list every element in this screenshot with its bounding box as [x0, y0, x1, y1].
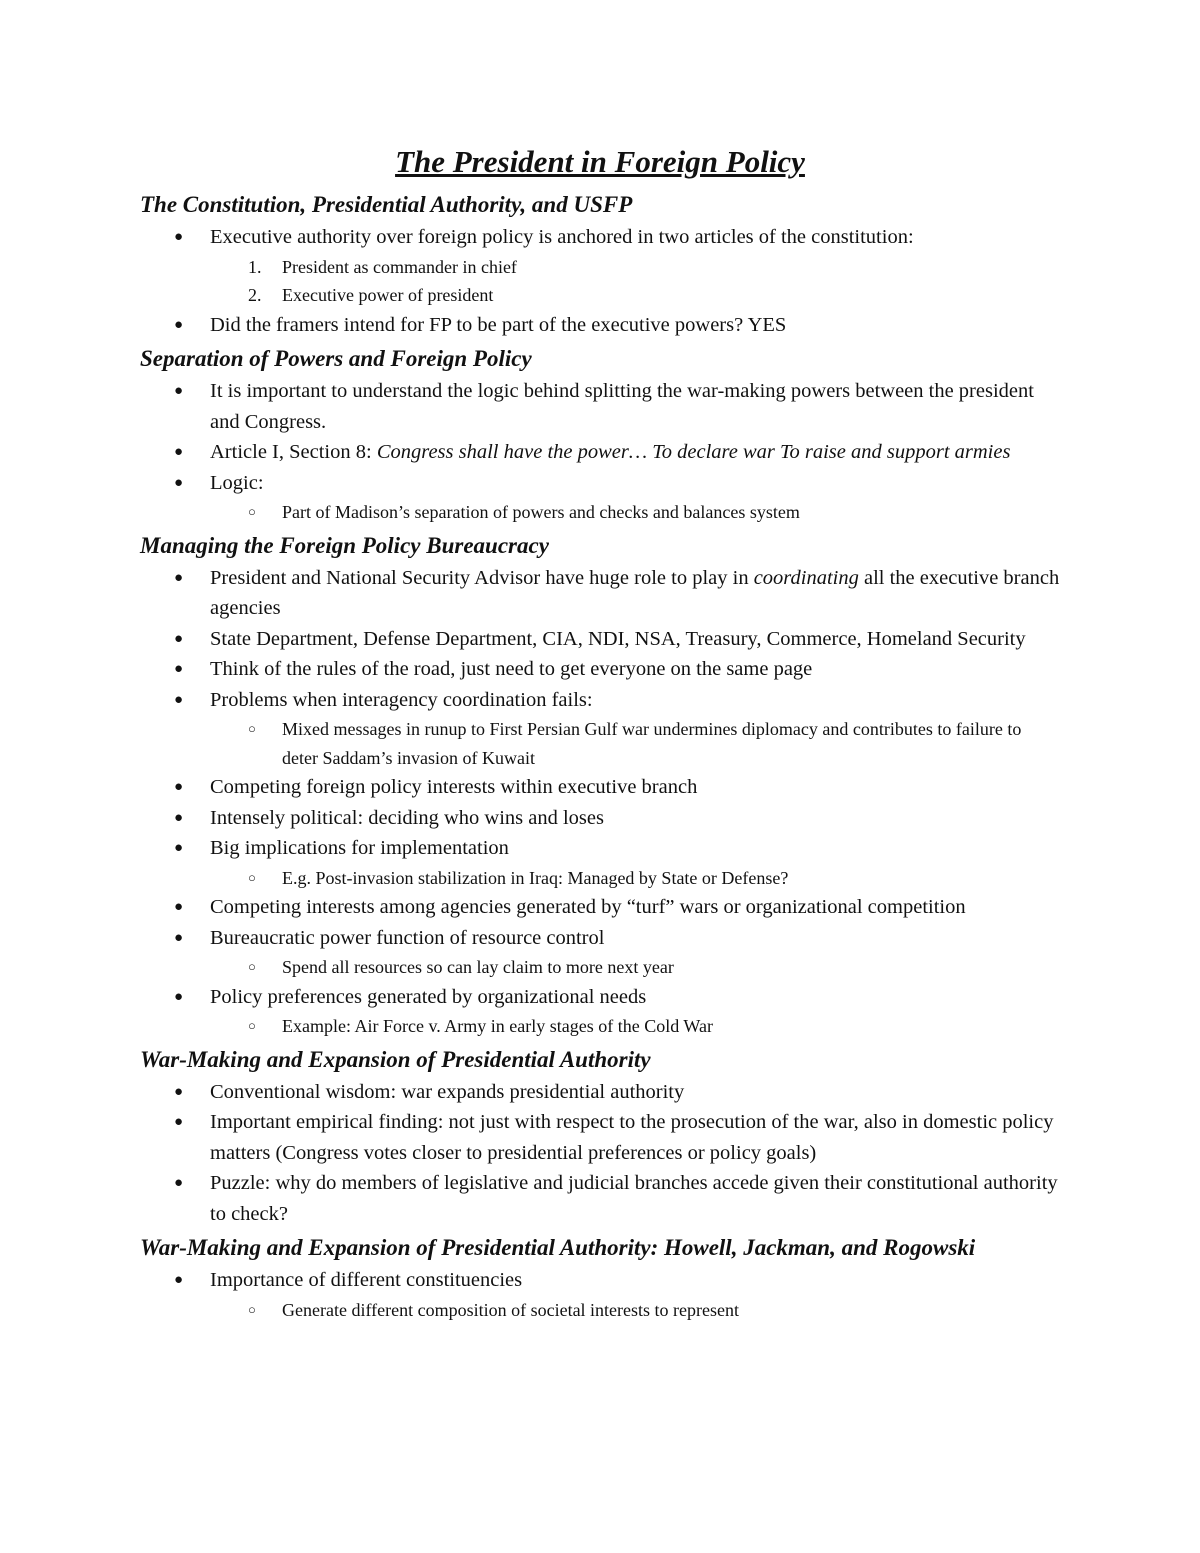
bullet-text: Conventional wisdom: war expands presidential authority	[210, 1080, 685, 1103]
bullet-list	[140, 222, 1060, 340]
document-body	[140, 142, 1060, 1326]
bullet-text-italic: coordinating	[753, 566, 859, 589]
bullet-item	[140, 1107, 1060, 1168]
bullet-text: Competing interests among agencies generated by “turf” wars or organizational competition	[210, 896, 966, 918]
item-number: 2.	[248, 285, 262, 305]
bullet-item	[140, 772, 1060, 803]
sub-bullet-list	[210, 1296, 1060, 1325]
bullet-list	[140, 1077, 1060, 1230]
sub-bullet-text: E.g. Post-invasion stabilization in Iraq: Managed by State or Defense?	[282, 867, 789, 888]
bullet-item	[140, 563, 1060, 624]
sub-bullet-list	[210, 715, 1060, 772]
section-heading-constitution: The Constitution, Presidential Authority, and USFP	[140, 192, 633, 217]
numbered-item	[140, 281, 1060, 310]
bullet-item	[140, 654, 1060, 685]
sub-bullet-text: Mixed messages in runup to First Persian Gulf war undermines diplomacy and contributes to failure to deter Saddam’s invasion of Kuwait	[282, 719, 1022, 768]
sub-bullet-list	[210, 1012, 1060, 1041]
sub-bullet-item	[140, 715, 1060, 772]
bullet-item	[140, 982, 1060, 1041]
bullet-text: Policy preferences generated by organizational needs	[210, 985, 647, 1008]
bullet-item	[140, 310, 1060, 341]
sub-bullet-item	[140, 864, 1060, 893]
bullet-text: Article I, Section 8:	[210, 441, 377, 463]
bullet-text: Importance of different constituencies	[210, 1269, 523, 1291]
bullet-item	[140, 437, 1060, 468]
sub-bullet-text: Generate different composition of societal interests to represent	[282, 1299, 740, 1320]
numbered-text: Executive power of president	[282, 285, 494, 305]
document-title: The President in Foreign Policy	[395, 144, 805, 179]
bullet-text: Competing foreign policy interests within executive branch	[210, 776, 698, 798]
bullet-text: It is important to understand the logic behind splitting the war-making powers between the president and Congress.	[210, 380, 1034, 433]
section-heading-howell-jackman-rogowski: War-Making and Expansion of Presidential Authority: Howell, Jackman, and Rogowski	[140, 1235, 976, 1260]
item-number: 1.	[248, 256, 262, 277]
bullet-text: all the executive branch agencies	[210, 566, 1060, 619]
sub-bullet-item	[140, 953, 1060, 982]
bullet-item	[140, 468, 1060, 527]
section-heading-war-making: War-Making and Expansion of Presidential Authority	[140, 1046, 651, 1072]
sub-bullet-text: Part of Madison’s separation of powers and checks and balances system	[282, 502, 800, 522]
bullet-text: Intensely political: deciding who wins and loses	[210, 806, 604, 829]
numbered-text: President as commander in chief	[282, 256, 517, 277]
sub-bullet-list	[210, 953, 1060, 982]
bullet-list	[140, 376, 1060, 527]
bullet-text: Important empirical finding: not just with respect to the prosecution of the war, also in domestic policy matters (Congress votes closer to presidential preferences or policy goals)	[210, 1111, 1054, 1164]
bullet-item	[140, 222, 1060, 310]
sub-bullet-text: Spend all resources so can lay claim to more next year	[282, 957, 674, 977]
bullet-item	[140, 1077, 1060, 1108]
section-heading-bureaucracy: Managing the Foreign Policy Bureaucracy	[140, 532, 549, 558]
bullet-text: Logic:	[210, 471, 264, 494]
sub-bullet-list	[210, 498, 1060, 527]
sub-bullet-item	[140, 498, 1060, 527]
bullet-item	[140, 892, 1060, 923]
numbered-list	[210, 253, 1060, 310]
bullet-text: Executive authority over foreign policy is anchored in two articles of the constitution:	[210, 226, 914, 248]
bullet-text: Did the framers intend for FP to be part of the executive powers? YES	[210, 313, 787, 336]
bullet-item	[140, 833, 1060, 892]
bullet-item	[140, 376, 1060, 437]
bullet-text: Big implications for implementation	[210, 837, 509, 859]
bullet-text: President and National Security Advisor have huge role to play in	[210, 566, 754, 589]
bullet-item	[140, 803, 1060, 834]
sub-bullet-list	[210, 864, 1060, 893]
bullet-text: Puzzle: why do members of legislative and judicial branches accede given their constitutional authority to check?	[210, 1172, 1058, 1225]
bullet-text: Think of the rules of the road, just need to get everyone on the same page	[210, 658, 813, 680]
sub-bullet-item	[140, 1296, 1060, 1325]
sub-bullet-text: Example: Air Force v. Army in early stages of the Cold War	[282, 1016, 713, 1036]
numbered-item	[140, 253, 1060, 282]
bullet-item	[140, 1168, 1060, 1229]
bullet-text: Problems when interagency coordination fails:	[210, 688, 593, 711]
bullet-list	[140, 563, 1060, 1041]
bullet-text: Bureaucratic power function of resource control	[210, 926, 605, 949]
bullet-item	[140, 1265, 1060, 1324]
bullet-item	[140, 685, 1060, 773]
bullet-text: State Department, Defense Department, CIA, NDI, NSA, Treasury, Commerce, Homeland Security	[210, 627, 1026, 650]
bullet-list	[140, 1265, 1060, 1324]
sub-bullet-item	[140, 1012, 1060, 1041]
section-heading-separation-of-powers: Separation of Powers and Foreign Policy	[140, 346, 532, 371]
bullet-item	[140, 923, 1060, 982]
bullet-item	[140, 624, 1060, 655]
bullet-text-italic: Congress shall have the power… To declare war To raise and support armies	[376, 441, 1011, 463]
